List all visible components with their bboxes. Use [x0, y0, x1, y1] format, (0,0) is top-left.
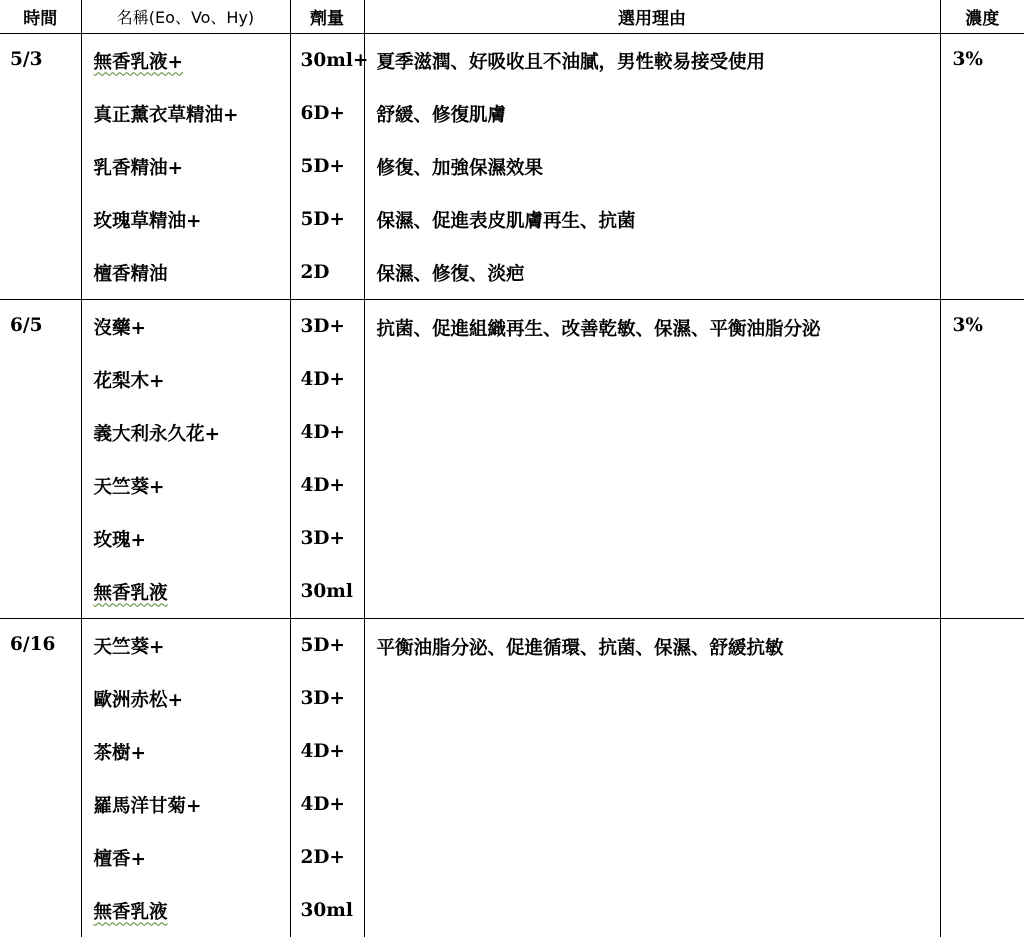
table-row [0, 34, 1024, 88]
name-cell: 真正薰衣草精油+ [81, 87, 290, 140]
name-cell: 玫瑰+ [81, 512, 290, 565]
name-cell: 羅馬洋甘菊+ [81, 778, 290, 831]
reason-cell: 舒緩、修復肌膚 [364, 87, 940, 140]
name-cell: 天竺葵+ [81, 619, 290, 673]
dose-cell: 3D+ [290, 512, 364, 565]
dose-cell: 5D+ [290, 193, 364, 246]
concentration-cell [940, 619, 1024, 937]
name-cell: 沒藥+ [81, 300, 290, 354]
header-time: 時間 [0, 0, 81, 34]
dose-cell: 30ml+ [290, 34, 364, 88]
name-cell [81, 565, 290, 619]
name-cell: 花梨木+ [81, 353, 290, 406]
dose-cell: 30ml [290, 884, 364, 937]
reason-cell [364, 619, 940, 937]
name-cell: 乳香精油+ [81, 140, 290, 193]
dose-cell: 5D+ [290, 140, 364, 193]
table-row [0, 300, 1024, 354]
table-row [0, 619, 1024, 673]
reason-cell: 夏季滋潤、好吸收且不油膩，男性較易接受使用 [364, 34, 940, 88]
name-cell: 天竺葵+ [81, 459, 290, 512]
dose-cell: 4D+ [290, 459, 364, 512]
table-row [0, 140, 1024, 193]
reason-text: 抗菌、促進組織再生、改善乾敏、保濕、平衡油脂分泌 [377, 319, 821, 340]
dose-cell: 2D+ [290, 831, 364, 884]
concentration-cell: 3% [940, 300, 1024, 619]
dose-cell: 6D+ [290, 87, 364, 140]
table-row [0, 193, 1024, 246]
table-row [0, 87, 1024, 140]
name-text: 無香乳液 [94, 583, 168, 604]
table-row [0, 246, 1024, 300]
header-reason: 選用理由 [364, 0, 940, 34]
name-cell: 茶樹+ [81, 725, 290, 778]
name-cell [81, 34, 290, 88]
dose-cell: 3D+ [290, 672, 364, 725]
date-cell: 5/3 [0, 34, 81, 300]
reason-cell [364, 300, 940, 619]
dose-cell: 2D [290, 246, 364, 300]
dose-cell: 5D+ [290, 619, 364, 673]
reason-cell: 保濕、促進表皮肌膚再生、抗菌 [364, 193, 940, 246]
header-name: 名稱(Eo、Vo、Hy) [81, 0, 290, 34]
name-cell: 義大利永久花+ [81, 406, 290, 459]
reason-text: 平衡油脂分泌、促進循環、抗菌、保濕、舒緩抗敏 [377, 638, 784, 659]
name-cell: 歐洲赤松+ [81, 672, 290, 725]
header-concentration: 濃度 [940, 0, 1024, 34]
dose-cell: 4D+ [290, 725, 364, 778]
dose-cell: 30ml [290, 565, 364, 619]
dose-cell: 3D+ [290, 300, 364, 354]
name-text: 無香乳液+ [94, 52, 184, 73]
dose-cell: 4D+ [290, 353, 364, 406]
name-cell: 檀香精油 [81, 246, 290, 300]
reason-cell: 保濕、修復、淡疤 [364, 246, 940, 300]
dose-cell: 4D+ [290, 778, 364, 831]
name-cell: 檀香+ [81, 831, 290, 884]
dose-cell: 4D+ [290, 406, 364, 459]
date-cell: 6/5 [0, 300, 81, 619]
name-cell [81, 884, 290, 937]
header-dose: 劑量 [290, 0, 364, 34]
concentration-cell: 3% [940, 34, 1024, 300]
header-row [0, 0, 1024, 34]
name-text: 無香乳液 [94, 902, 168, 923]
reason-cell: 修復、加強保濕效果 [364, 140, 940, 193]
name-cell: 玫瑰草精油+ [81, 193, 290, 246]
date-cell: 6/16 [0, 619, 81, 937]
